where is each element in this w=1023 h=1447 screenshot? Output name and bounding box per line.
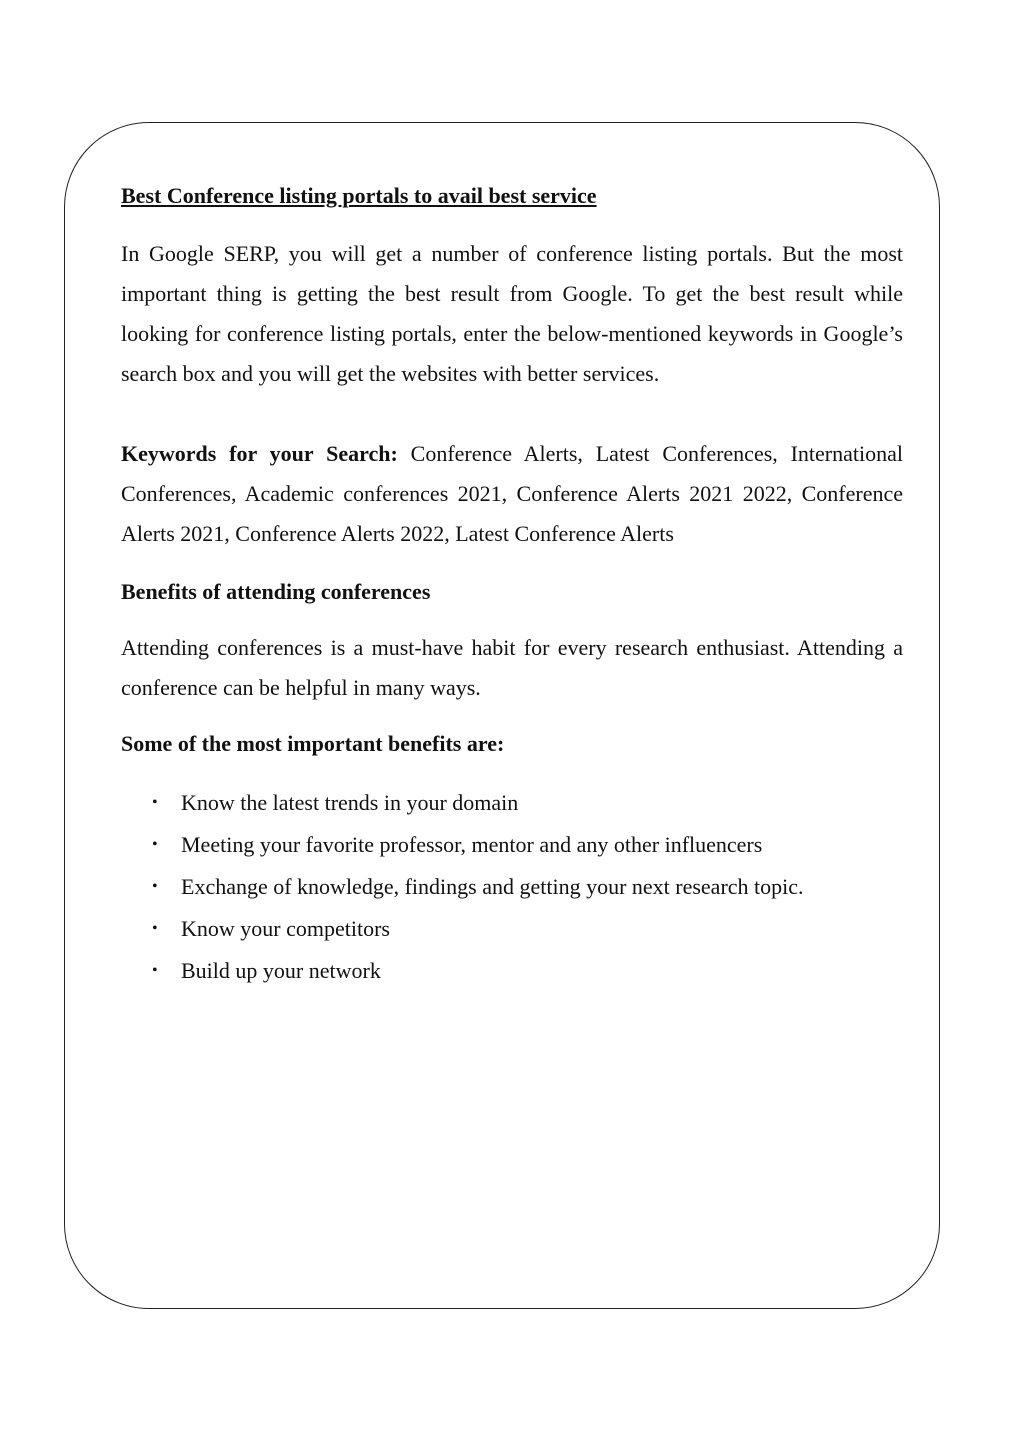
list-item-text: Build up your network	[181, 958, 381, 983]
bullet-icon: •	[152, 794, 158, 811]
bullet-icon: •	[152, 920, 158, 937]
bullet-icon: •	[152, 878, 158, 895]
benefits-paragraph: Attending conferences is a must-have habit for every research enthusiast. Attending a conference can be helpful in many ways.	[121, 635, 903, 700]
intro-paragraph: In Google SERP, you will get a number of conference listing portals. But the most important thing is getting the best result from Google. To get the best result while looking for conference listing portals, enter the below-mentioned keywords in Google’s search box and you will get the websites with better services.	[121, 241, 903, 386]
keywords-text: Conference Alerts, Latest Conferences, International Conferences, Academic conferences 2021, Conference Alerts 2021 2022, Conference Alerts 2021, Conference Alerts 2022, Latest Conference Alerts	[121, 441, 903, 546]
list-item	[121, 866, 903, 908]
bullet-icon: •	[152, 836, 158, 853]
bullet-icon: •	[152, 962, 158, 979]
list-item	[121, 950, 903, 992]
list-item-text: Exchange of knowledge, findings and getting your next research topic.	[181, 874, 804, 899]
benefits-heading: Benefits of attending conferences	[121, 579, 431, 604]
keywords-paragraph	[121, 434, 903, 554]
document-content	[121, 182, 903, 992]
keywords-label: Keywords for your Search:	[121, 441, 398, 466]
important-benefits-heading: Some of the most important benefits are:	[121, 731, 505, 756]
list-item	[121, 782, 903, 824]
list-item-text: Know your competitors	[181, 916, 390, 941]
list-item-text: Know the latest trends in your domain	[181, 790, 519, 815]
list-item-text: Meeting your favorite professor, mentor and any other influencers	[181, 832, 763, 857]
list-item	[121, 908, 903, 950]
list-item	[121, 824, 903, 866]
benefits-list	[121, 782, 903, 992]
document-title: Best Conference listing portals to avail best service	[121, 183, 597, 208]
